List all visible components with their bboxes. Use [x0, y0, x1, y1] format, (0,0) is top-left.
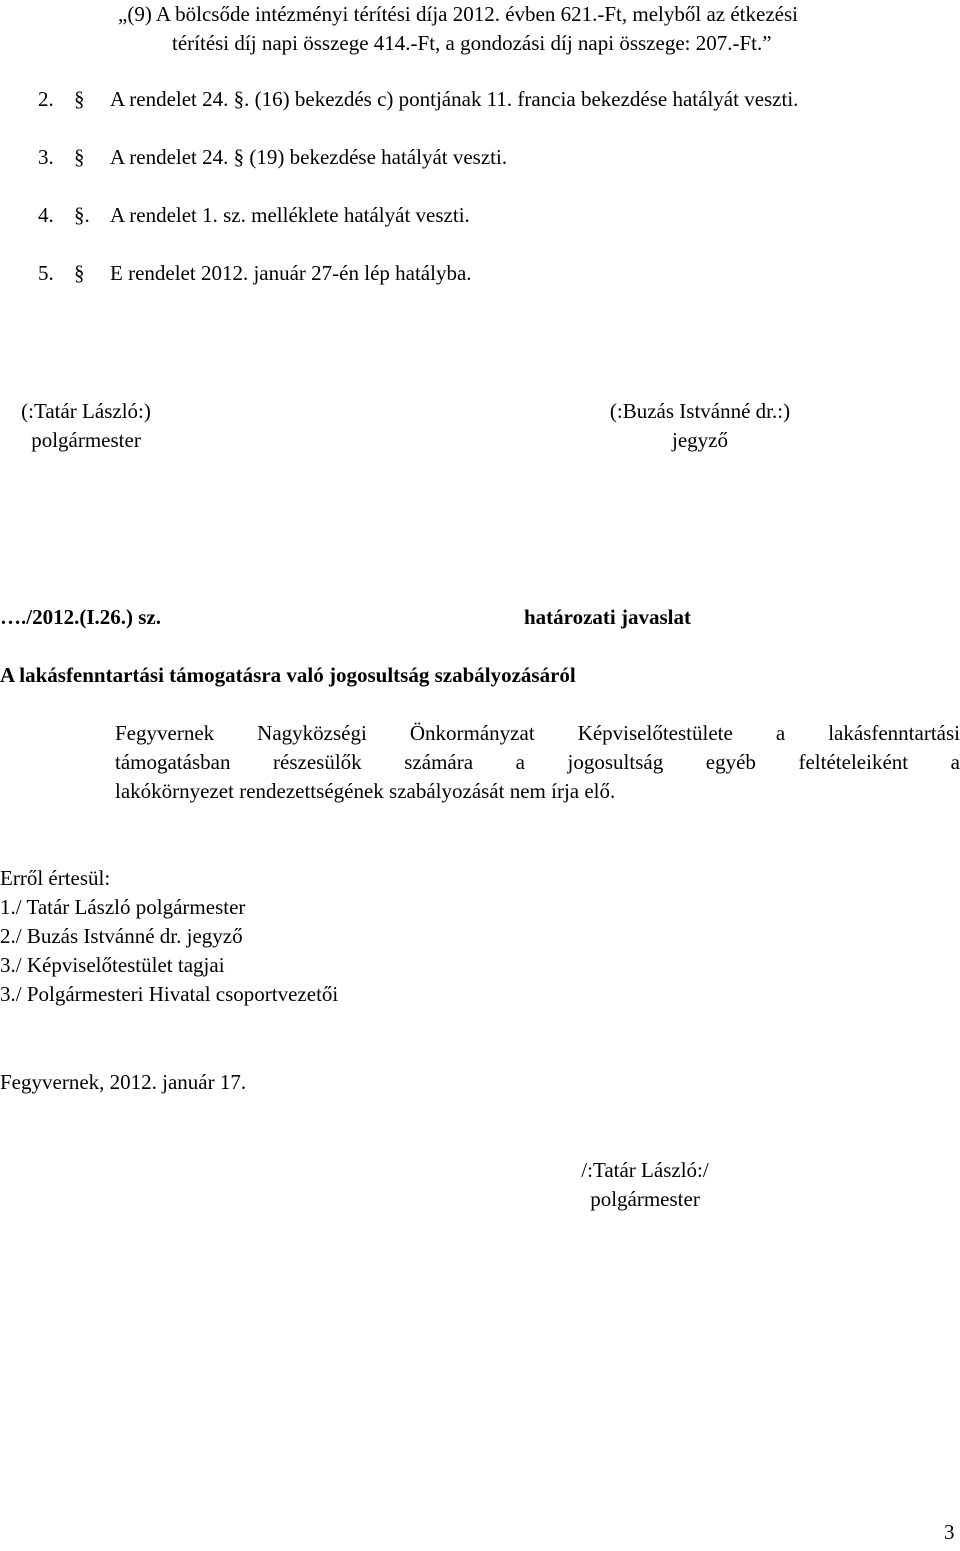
intro-line-2: térítési díj napi összege 414.-Ft, a gondozási díj napi összege: 207.-Ft.”: [172, 31, 772, 55]
item-number: 3.: [38, 145, 54, 169]
paragraph-sign: §: [74, 145, 85, 169]
paragraph-sign: §.: [74, 203, 90, 227]
signature-right: [590, 397, 810, 455]
item-text: E rendelet 2012. január 27-én lép hatályba.: [110, 261, 472, 285]
paragraph-sign: §: [74, 87, 85, 111]
section-item-5: [38, 259, 938, 289]
item-text: A rendelet 1. sz. melléklete hatályát veszti.: [110, 203, 470, 227]
signatory-title: polgármester: [590, 1187, 700, 1211]
page-number: 3: [944, 1520, 955, 1544]
item-number: 2.: [38, 87, 54, 111]
paragraph-sign: §: [74, 261, 85, 285]
item-text: A rendelet 24. §. (16) bekezdés c) pontjának 11. francia bekezdése hatályát veszti.: [110, 87, 799, 111]
item-number: 4.: [38, 203, 54, 227]
section-item-2: [38, 85, 938, 115]
notify-recipient: 2./ Buzás Istvánné dr. jegyző: [0, 924, 243, 948]
notify-recipient: 3./ Polgármesteri Hivatal csoportvezetői: [0, 982, 339, 1006]
resolution-label: határozati javaslat: [524, 605, 692, 629]
section-item-4: [38, 201, 938, 231]
resolution-body-line-2: támogatásban részesülők számára a jogosultság egyéb feltételeiként a: [115, 750, 960, 774]
signature-left: [0, 397, 172, 455]
signatory-title: polgármester: [31, 428, 141, 452]
resolution-body-line-3: lakókörnyezet rendezettségének szabályozását nem írja elő.: [115, 779, 616, 803]
place-date: Fegyvernek, 2012. január 17.: [0, 1070, 247, 1094]
signatory-title: jegyző: [672, 428, 728, 452]
section-item-3: [38, 143, 938, 173]
intro-line-1: „(9) A bölcsőde intézményi térítési díja 2012. évben 621.-Ft, melyből az étkezési: [118, 2, 798, 26]
signature-bottom: [545, 1156, 745, 1214]
signatory-name: (:Tatár László:): [21, 399, 151, 423]
resolution-subject: A lakásfenntartási támogatásra való jogosultság szabályozásáról: [0, 663, 576, 687]
resolution-body-line-1: Fegyvernek Nagyközségi Önkormányzat Képviselőtestülete a lakásfenntartási: [115, 721, 960, 745]
resolution-number: …./2012.(I.26.) sz.: [0, 605, 161, 629]
notify-heading: Erről értesül:: [0, 866, 111, 890]
signatory-name: /:Tatár László:/: [581, 1158, 709, 1182]
item-text: A rendelet 24. § (19) bekezdése hatályát veszti.: [110, 145, 508, 169]
notify-recipient: 3./ Képviselőtestület tagjai: [0, 953, 225, 977]
signatory-name: (:Buzás Istvánné dr.:): [609, 399, 791, 423]
item-number: 5.: [38, 261, 54, 285]
notify-recipient: 1./ Tatár László polgármester: [0, 895, 246, 919]
